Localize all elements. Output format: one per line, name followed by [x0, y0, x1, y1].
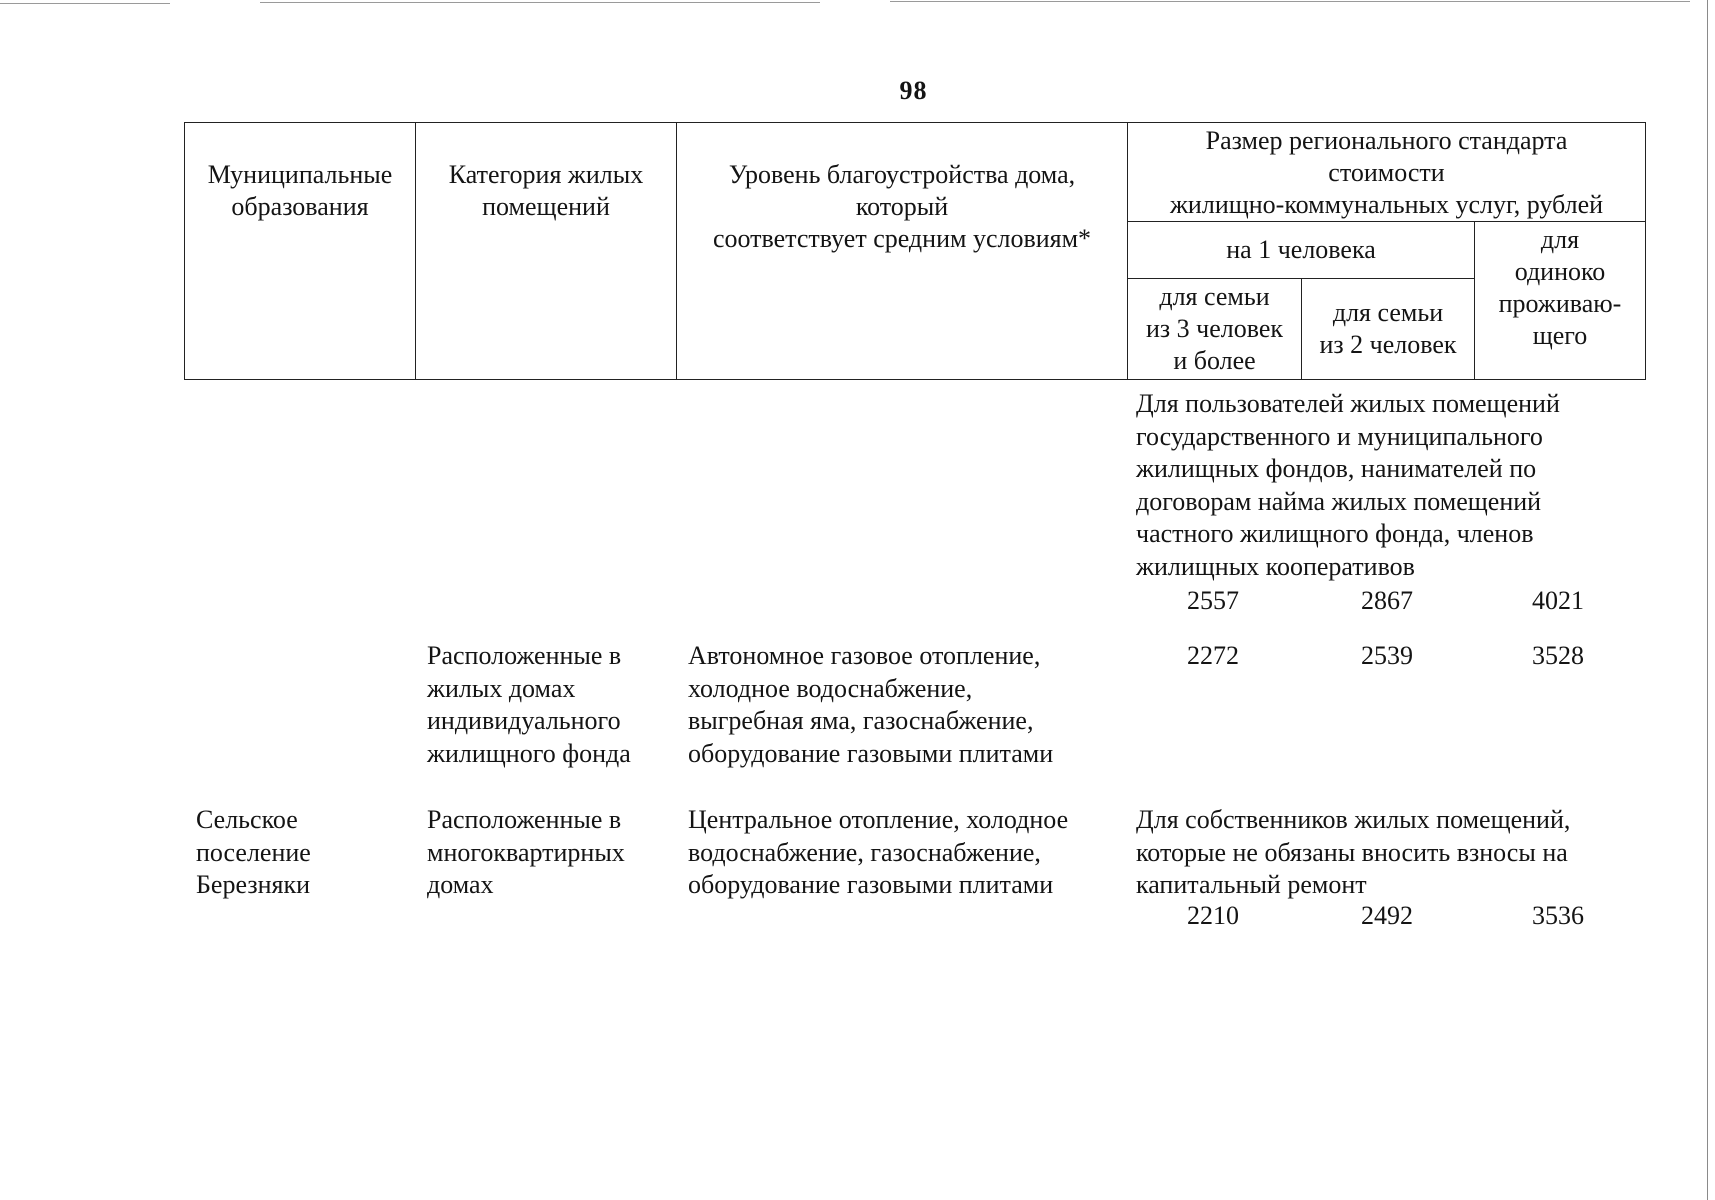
berezniaki-level-line: оборудование газовыми плитами — [688, 870, 1054, 899]
page-number: 98 — [899, 76, 928, 105]
berezniaki-municipality — [196, 804, 311, 902]
berezniaki-value-family3: 2210 — [1187, 901, 1239, 930]
individual-category — [427, 640, 631, 770]
section1-value-family3: 2557 — [1187, 586, 1239, 615]
header-family2-line: для семьи — [1332, 298, 1444, 327]
header-standard-line: Размер регионального стандарта — [1205, 126, 1568, 155]
header-single-line: для — [1540, 225, 1580, 254]
scan-edge-top-left — [0, 3, 170, 4]
individual-level-line: Автономное газовое отопление, — [688, 641, 1041, 670]
section1-note-line: Для пользователей жилых помещений — [1136, 389, 1560, 418]
berezniaki-note-line: которые не обязаны вносить взносы на — [1136, 837, 1568, 867]
header-family3-line: для семьи — [1159, 282, 1270, 311]
header-family3 — [1128, 279, 1302, 380]
header-single-line: одиноко — [1514, 257, 1606, 286]
header-single-line: проживаю- — [1498, 289, 1622, 318]
scan-edge-top-mid — [260, 2, 820, 3]
individual-value-family2: 2539 — [1361, 641, 1413, 670]
header-family3-line: и более — [1173, 346, 1256, 375]
individual-category-line: жилых домах — [427, 673, 576, 703]
section1-value-single: 4021 — [1532, 586, 1584, 615]
berezniaki-level-line: водоснабжение, газоснабжение, — [688, 837, 1041, 867]
header-municipality — [185, 123, 416, 380]
individual-value-family3: 2272 — [1187, 641, 1239, 670]
header-family2 — [1302, 279, 1475, 380]
header-family3-line: из 3 человек — [1145, 314, 1284, 343]
header-single — [1475, 222, 1646, 380]
header-level — [677, 123, 1128, 380]
header-level-line: соответствует средним условиям* — [712, 224, 1092, 253]
header-standard — [1128, 123, 1646, 222]
berezniaki-note-line: Для собственников жилых помещений, — [1136, 805, 1571, 834]
berezniaki-note — [1136, 804, 1570, 902]
scan-edge-right — [1707, 0, 1708, 1200]
individual-level-line: оборудование газовыми плитами — [688, 738, 1054, 768]
berezniaki-level — [688, 804, 1068, 902]
berezniaki-level-line: Центральное отопление, холодное — [688, 805, 1069, 834]
header-category-label: Категория жилых помещений — [448, 160, 644, 221]
header-single-line: щего — [1532, 321, 1588, 350]
header-municipality-label: Муниципальные образования — [207, 160, 393, 221]
section1-note — [1136, 388, 1560, 583]
berezniaki-value-family2: 2492 — [1361, 901, 1413, 930]
header-level-line: Уровень благоустройства дома, — [728, 160, 1076, 189]
individual-level-line: холодное водоснабжение, — [688, 673, 973, 703]
header-table — [184, 122, 1646, 380]
header-level-line: который — [855, 192, 949, 221]
header-family2-line: из 2 человек — [1319, 330, 1457, 359]
berezniaki-municipality-line: поселение — [196, 837, 311, 867]
individual-category-line: жилищного фонда — [427, 738, 631, 768]
header-standard-line: стоимости — [1328, 158, 1445, 187]
header-standard-line: жилищно-коммунальных услуг, рублей — [1169, 190, 1604, 219]
individual-category-line: Расположенные в — [427, 641, 622, 670]
berezniaki-municipality-line: Сельское — [196, 805, 298, 834]
berezniaki-note-line: капитальный ремонт — [1136, 870, 1367, 899]
berezniaki-category — [427, 804, 625, 902]
individual-level-line: выгребная яма, газоснабжение, — [688, 706, 1034, 735]
berezniaki-category-line: Расположенные в — [427, 805, 622, 834]
section1-note-line: частного жилищного фонда, членов — [1136, 519, 1534, 548]
berezniaki-value-single: 3536 — [1532, 901, 1584, 930]
section1-note-line: договорам найма жилых помещений — [1136, 486, 1542, 516]
section1-value-family2: 2867 — [1361, 586, 1413, 615]
header-category — [416, 123, 677, 380]
individual-category-line: индивидуального — [427, 706, 621, 735]
section1-note-line: государственного и муниципального — [1136, 421, 1543, 451]
individual-level — [688, 640, 1053, 770]
section1-note-line: жилищных фондов, нанимателей по — [1136, 454, 1537, 483]
berezniaki-category-line: многоквартирных — [427, 837, 625, 867]
berezniaki-municipality-line: Березняки — [196, 870, 311, 899]
individual-value-single: 3528 — [1532, 641, 1584, 670]
header-per-person-label: на 1 человека — [1226, 235, 1376, 264]
header-per-person — [1128, 222, 1475, 279]
section1-note-line: жилищных кооперативов — [1136, 551, 1415, 581]
berezniaki-category-line: домах — [427, 870, 494, 899]
scan-edge-top-right — [890, 1, 1690, 2]
